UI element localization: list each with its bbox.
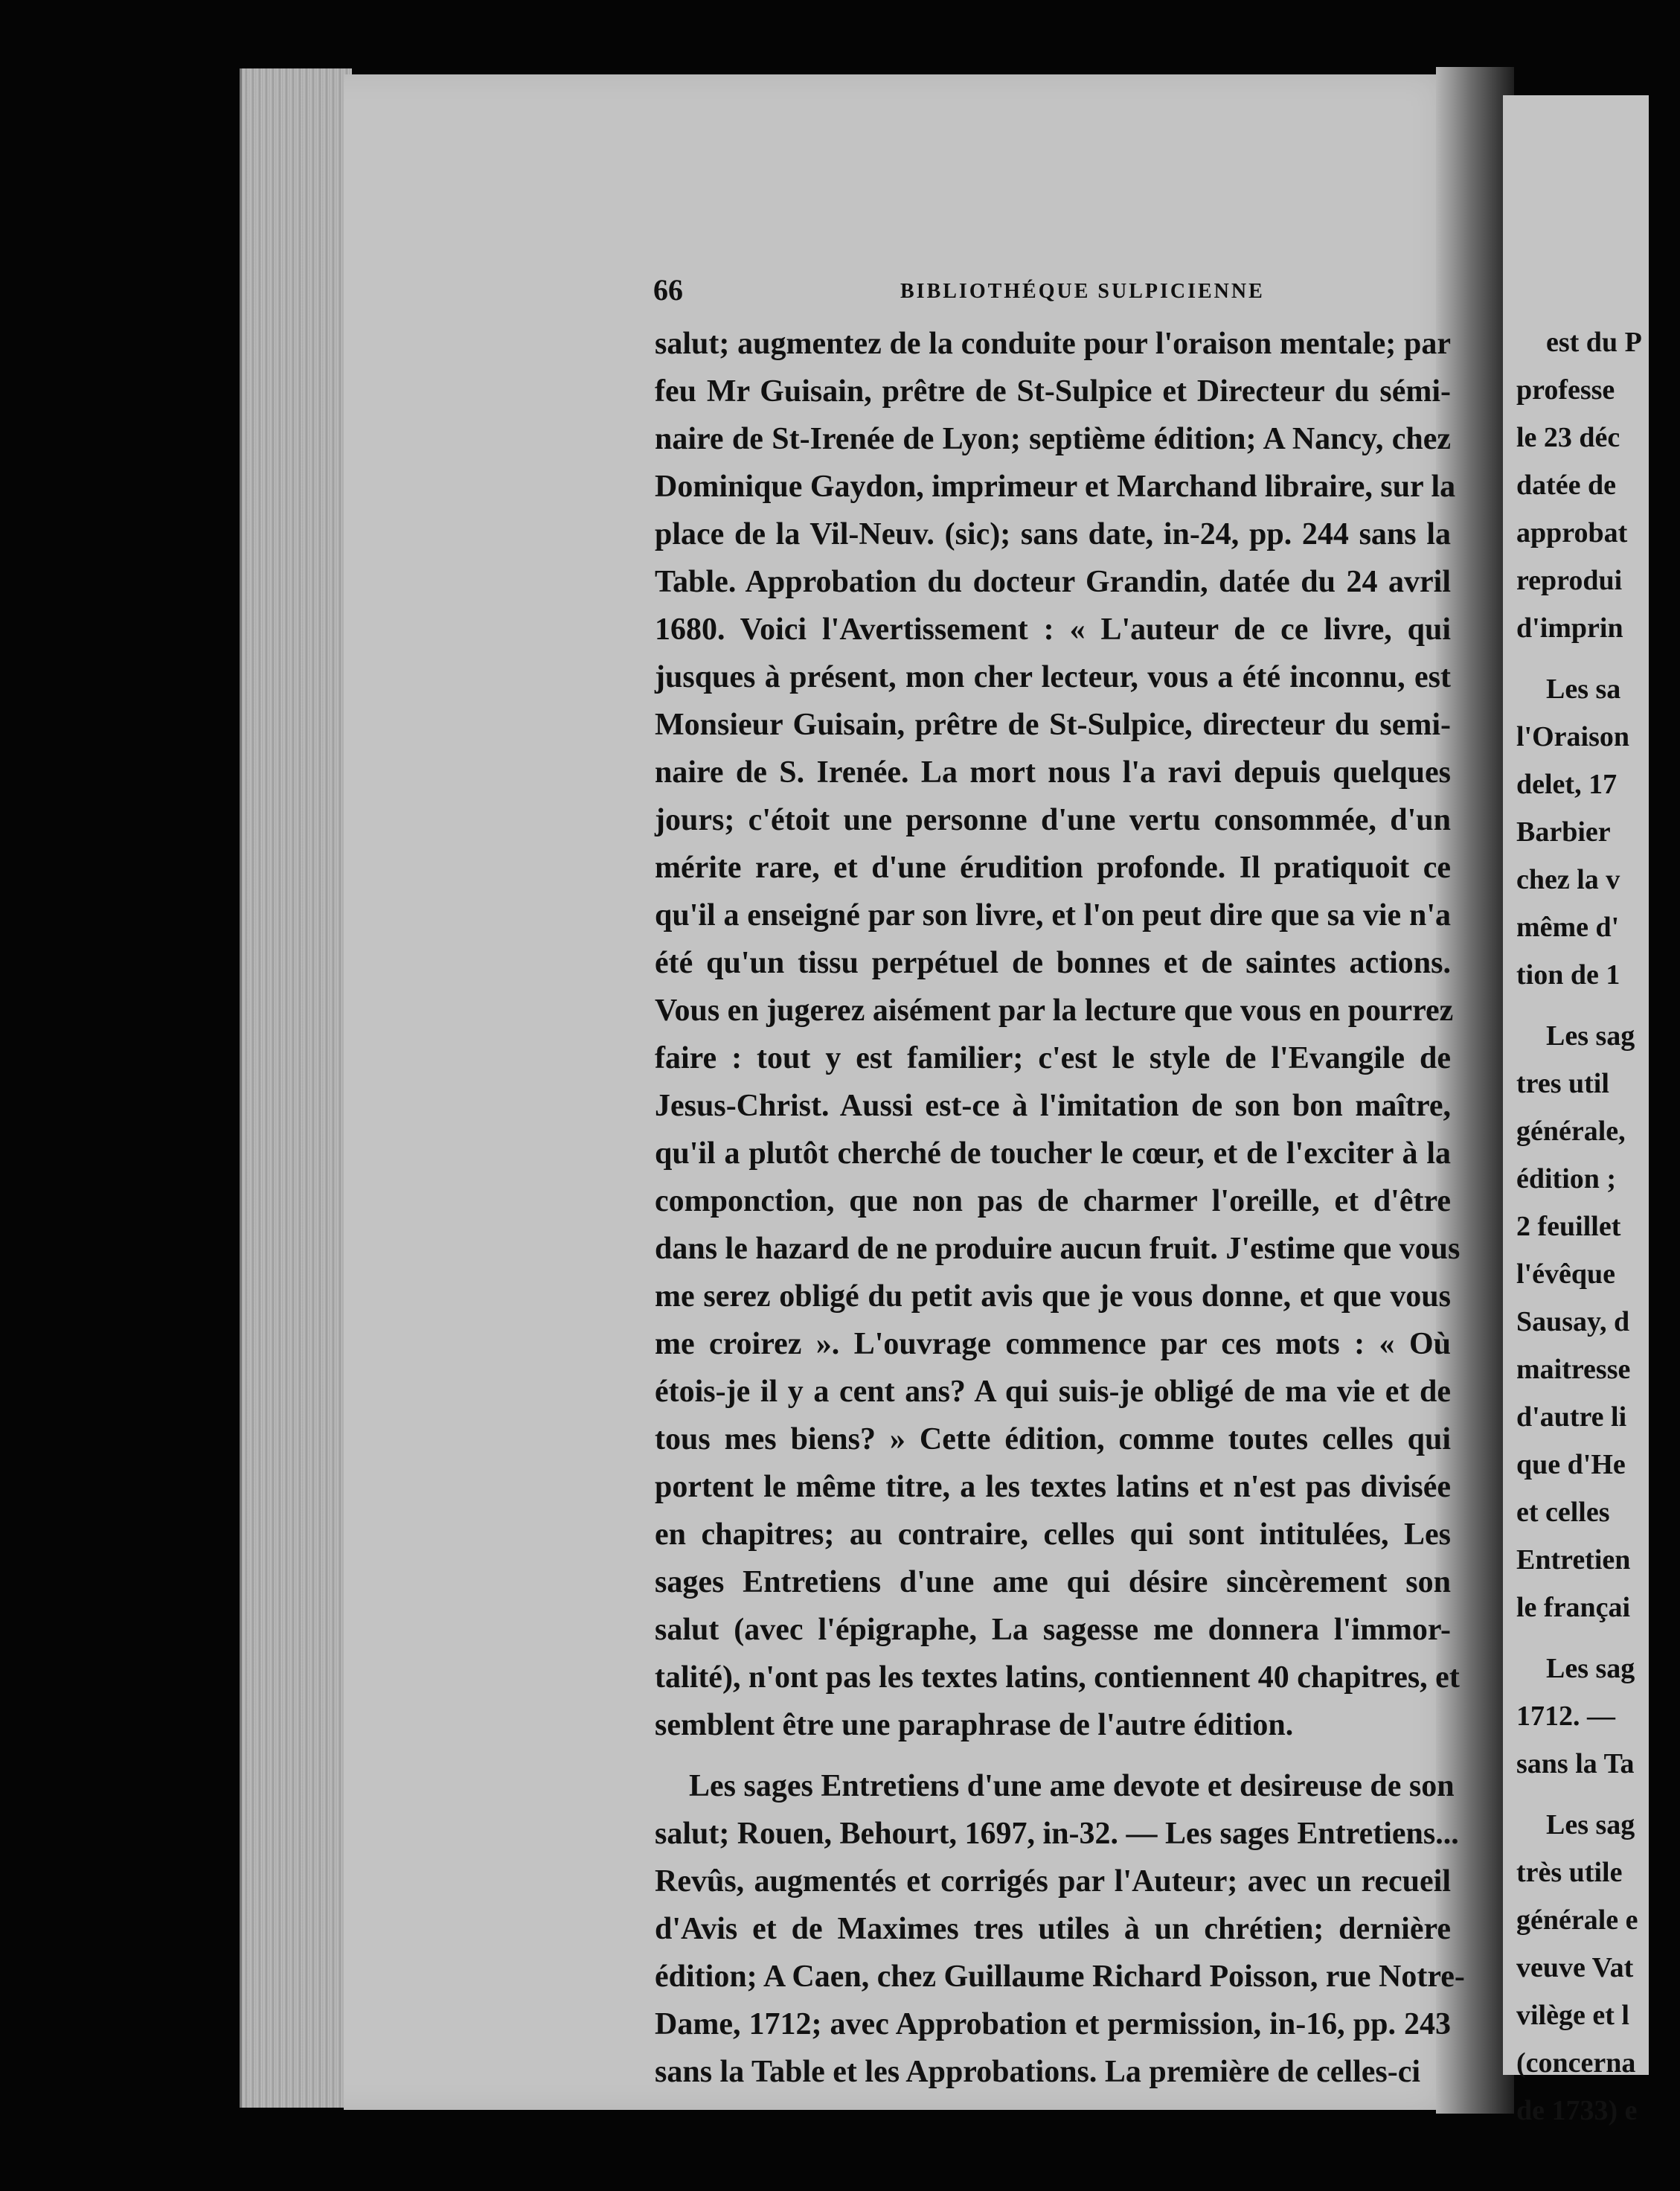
text-line: mérite rare, et d'une érudition profonde. Il pratiquoit ce <box>655 851 1451 885</box>
text-line: me serez obligé du petit avis que je vous donne, et que vous <box>655 1279 1451 1314</box>
facing-text-line: veuve Vat <box>1516 1952 1634 1983</box>
facing-text-line: est du P <box>1546 327 1642 358</box>
facing-text-line: l'évêque <box>1516 1258 1615 1290</box>
facing-text-line: reprodui <box>1516 565 1623 596</box>
text-line: Table. Approbation du docteur Grandin, datée du 24 avril <box>655 565 1451 599</box>
text-line: qu'il a enseigné par son livre, et l'on peut dire que sa vie n'a <box>655 898 1451 933</box>
facing-text-line: chez la v <box>1516 864 1620 895</box>
text-line: Dame, 1712; avec Approbation et permission, in-16, pp. 243 <box>655 2007 1451 2041</box>
text-line: Dominique Gaydon, imprimeur et Marchand libraire, sur la <box>655 470 1456 504</box>
facing-text-line: professe <box>1516 374 1615 406</box>
facing-text-line: Entretien <box>1516 1544 1631 1576</box>
text-line: Jesus-Christ. Aussi est-ce à l'imitation de son bon maître, <box>655 1089 1451 1123</box>
facing-text-line: et celles <box>1516 1497 1610 1528</box>
text-line: place de la Vil-Neuv. (sic); sans date, in-24, pp. 244 sans la <box>655 517 1451 551</box>
text-line: naire de S. Irenée. La mort nous l'a ravi depuis quelques <box>655 755 1451 790</box>
facing-text-line: d'autre li <box>1516 1401 1627 1433</box>
facing-text-line: que d'He <box>1516 1449 1626 1480</box>
facing-text-line: l'Oraison <box>1516 721 1630 752</box>
facing-text-line: maitresse <box>1516 1354 1631 1385</box>
facing-text-line: générale e <box>1516 1904 1638 1936</box>
facing-page <box>1503 95 1649 2126</box>
facing-text-line: très utile <box>1516 1857 1623 1888</box>
facing-text-line: datée de <box>1516 470 1617 501</box>
paragraph-gap <box>1516 1631 1680 1645</box>
text-line: Monsieur Guisain, prêtre de St-Sulpice, directeur du semi- <box>655 708 1451 742</box>
text-line: dans le hazard de ne produire aucun fruit. J'estime que vous <box>655 1232 1461 1266</box>
facing-text-line: approbat <box>1516 517 1628 548</box>
text-line: naire de St-Irenée de Lyon; septième édition; A Nancy, chez <box>655 422 1451 456</box>
text-line: portent le même titre, a les textes latins et n'est pas divisée <box>655 1470 1451 1504</box>
text-line: talité), n'ont pas les textes latins, contiennent 40 chapitres, et <box>655 1660 1460 1695</box>
text-line: en chapitres; au contraire, celles qui sont intitulées, Les <box>655 1517 1451 1552</box>
facing-text-line: édition ; <box>1516 1163 1617 1194</box>
text-line: qu'il a plutôt cherché de toucher le cœur, et de l'exciter à la <box>655 1136 1451 1171</box>
text-line: Revûs, augmentés et corrigés par l'Auteur; avec un recueil <box>655 1864 1451 1899</box>
facing-text-line: sans la Ta <box>1516 1748 1635 1779</box>
text-line: salut; augmentez de la conduite pour l'oraison mentale; par <box>655 327 1451 361</box>
text-line: salut (avec l'épigraphe, La sagesse me donnera l'immor- <box>655 1613 1451 1647</box>
text-line: Les sages Entretiens d'une ame devote et desireuse de son <box>689 1769 1455 1803</box>
facing-text-line: delet, 17 <box>1516 769 1618 800</box>
paragraph-gap <box>1516 1788 1680 1801</box>
facing-text-line: Les sa <box>1546 674 1621 705</box>
text-line: sans la Table et les Approbations. La première de celles-ci <box>655 2055 1421 2089</box>
facing-text-line: même d' <box>1516 912 1620 943</box>
facing-text-line: Les sag <box>1546 1809 1635 1840</box>
text-line: édition; A Caen, chez Guillaume Richard Poisson, rue Notre- <box>655 1960 1465 1994</box>
facing-text-line: Sausay, d <box>1516 1306 1630 1337</box>
facing-text-line: le 23 déc <box>1516 422 1620 453</box>
paragraph-gap <box>1516 999 1680 1012</box>
facing-text-line: 2 feuillet <box>1516 1211 1621 1242</box>
facing-text-line: le françai <box>1516 1592 1631 1623</box>
paragraph-gap <box>1516 652 1680 665</box>
text-line: jusques à présent, mon cher lecteur, vous a été inconnu, est <box>655 660 1451 694</box>
text-line: salut; Rouen, Behourt, 1697, in-32. — Les sages Entretiens... <box>655 1817 1459 1851</box>
text-line: tous mes biens? » Cette édition, comme toutes celles qui <box>655 1422 1451 1456</box>
running-title: BIBLIOTHÉQUE SULPICIENNE <box>900 280 1265 303</box>
text-line: jours; c'étoit une personne d'une vertu consommée, d'un <box>655 803 1451 837</box>
facing-text-line: générale, <box>1516 1116 1626 1147</box>
facing-text-line: Barbier <box>1516 816 1611 848</box>
text-line: 1680. Voici l'Avertissement : « L'auteur de ce livre, qui <box>655 612 1451 647</box>
book-fore-edge <box>240 68 352 2108</box>
text-line: feu Mr Guisain, prêtre de St-Sulpice et Directeur du sémi- <box>655 374 1451 409</box>
text-line: été qu'un tissu perpétuel de bonnes et de saintes actions. <box>655 946 1451 980</box>
page-number: 66 <box>653 273 683 307</box>
paragraph-gap <box>655 1749 1451 1762</box>
text-line: d'Avis et de Maximes tres utiles à un chrétien; dernière <box>655 1912 1451 1946</box>
facing-text-line: de 1733) e <box>1516 2095 1638 2126</box>
text-line: Vous en jugerez aisément par la lecture que vous en pourrez <box>655 994 1454 1028</box>
text-line: sages Entretiens d'une ame qui désire sincèrement son <box>655 1565 1451 1599</box>
facing-text-line: tion de 1 <box>1516 959 1620 991</box>
facing-text-line: d'imprin <box>1516 612 1623 644</box>
facing-page-text <box>1516 319 1680 2134</box>
facing-text-line: Les sag <box>1546 1020 1635 1052</box>
body-text <box>655 320 1465 2096</box>
facing-text-line: 1712. — <box>1516 1701 1615 1732</box>
text-line: me croirez ». L'ouvrage commence par ces mots : « Où <box>655 1327 1451 1361</box>
facing-text-line: tres util <box>1516 1068 1609 1099</box>
facing-text-line: (concerna <box>1516 2047 1636 2079</box>
text-line: semblent être une paraphrase de l'autre édition. <box>655 1708 1294 1742</box>
text-line: faire : tout y est familier; c'est le style de l'Evangile de <box>655 1041 1451 1075</box>
text-line: componction, que non pas de charmer l'oreille, et d'être <box>655 1184 1451 1218</box>
facing-text-line: vilège et l <box>1516 2000 1629 2031</box>
text-line: étois-je il y a cent ans? A qui suis-je obligé de ma vie et de <box>655 1375 1451 1409</box>
facing-text-line: Les sag <box>1546 1653 1635 1684</box>
